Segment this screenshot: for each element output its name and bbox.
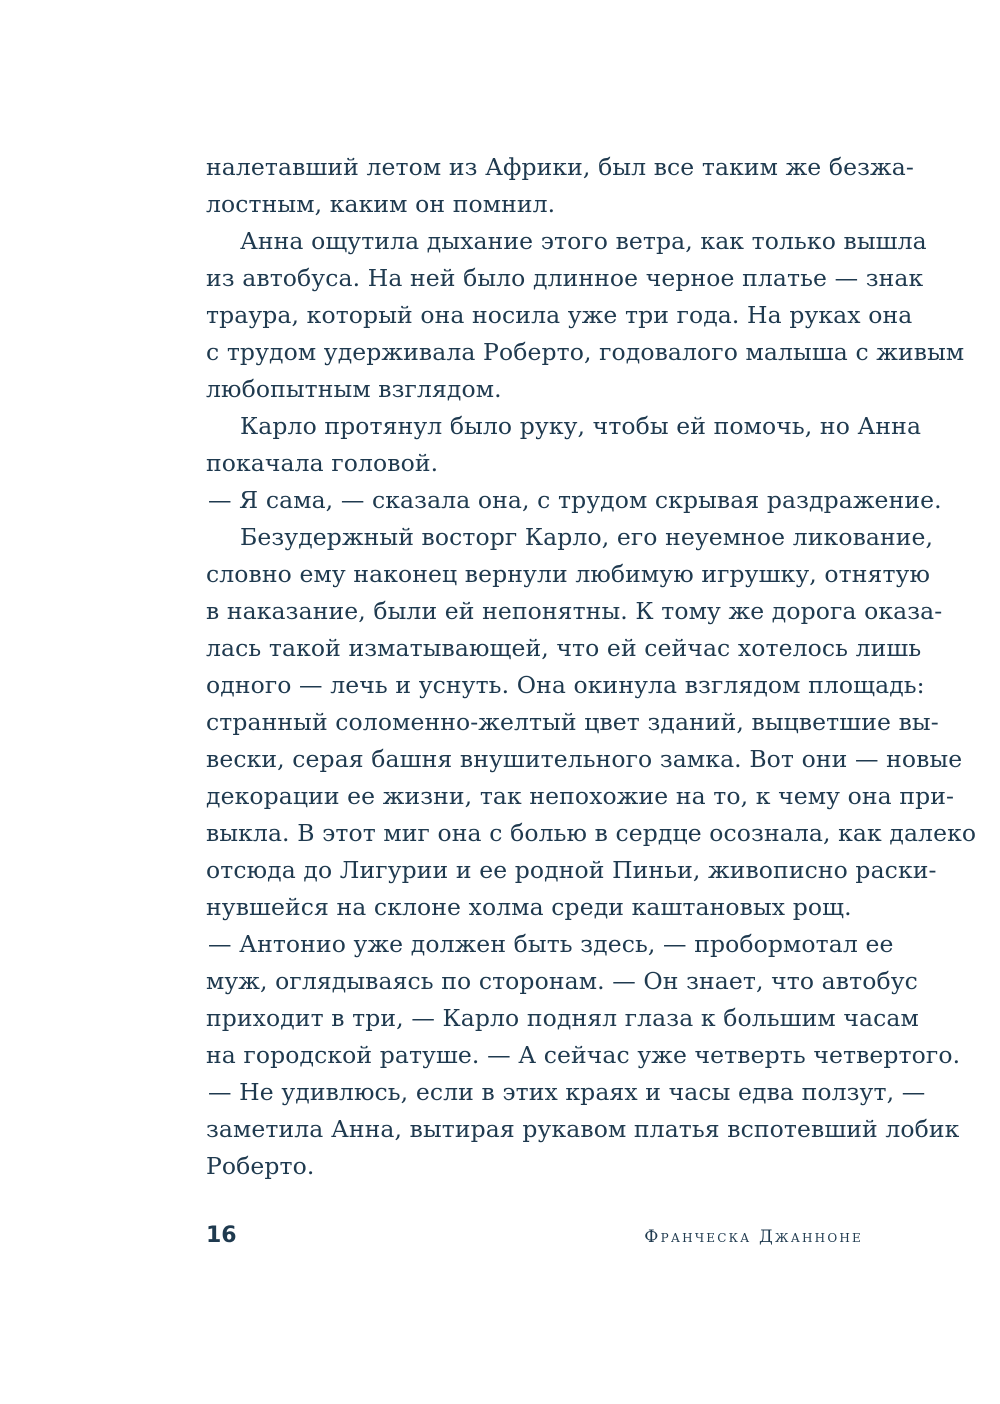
text-line: покачала головой. xyxy=(206,449,439,477)
text-line: из автобуса. На ней было длинное черное платье — знак xyxy=(206,264,924,292)
text-line: декорации ее жизни, так непохожие на то, к чему она при- xyxy=(206,782,955,810)
text-line: Безудержный восторг Карло, его неуемное ликование, xyxy=(240,523,934,551)
text-line: траура, который она носила уже три года. На руках она xyxy=(206,301,913,329)
text-line: странный соломенно-желтый цвет зданий, выцветшие вы- xyxy=(206,708,939,736)
text-line: в наказание, были ей непонятны. К тому же дорога оказа- xyxy=(206,597,943,625)
text-line: с трудом удерживала Роберто, годовалого малыша с живым xyxy=(206,338,965,366)
text-line: вески, серая башня внушительного замка. Вот они — новые xyxy=(206,745,963,773)
text-line: отсюда до Лигурии и ее родной Пиньи, живописно раски- xyxy=(206,856,937,884)
text-line: — Я сама, — сказала она, с трудом скрывая раздражение. xyxy=(208,486,942,514)
text-line: муж, оглядываясь по сторонам. — Он знает, что автобус xyxy=(206,967,918,995)
text-line: нувшейся на склоне холма среди каштановых рощ. xyxy=(206,893,852,921)
text-line: Роберто. xyxy=(206,1152,315,1180)
text-line: на городской ратуше. — А сейчас уже четверть четвертого. xyxy=(206,1041,961,1069)
text-line: выкла. В этот миг она с болью в сердце осознала, как далеко xyxy=(206,819,977,847)
text-line: одного — лечь и уснуть. Она окинула взглядом площадь: xyxy=(206,671,925,699)
text-line: лостным, каким он помнил. xyxy=(206,190,556,218)
text-line: налетавший летом из Африки, был все таким же безжа- xyxy=(206,153,914,181)
page-number: 16 xyxy=(206,1223,237,1248)
text-line: — Не удивлюсь, если в этих краях и часы едва ползут, — xyxy=(208,1078,926,1106)
text-line: лась такой изматывающей, что ей сейчас хотелось лишь xyxy=(206,634,922,662)
text-line: — Антонио уже должен быть здесь, — пробормотал ее xyxy=(208,930,894,958)
text-line: Анна ощутила дыхание этого ветра, как только вышла xyxy=(240,227,927,255)
text-line: Карло протянул было руку, чтобы ей помочь, но Анна xyxy=(240,412,922,440)
text-line: приходит в три, — Карло поднял глаза к большим часам xyxy=(206,1004,919,1032)
text-line: словно ему наконец вернули любимую игрушку, отнятую xyxy=(206,560,931,588)
text-line: любопытным взглядом. xyxy=(206,375,502,403)
running-footer-author: Франческа Джанноне xyxy=(644,1227,863,1247)
text-line: заметила Анна, вытирая рукавом платья вспотевший лобик xyxy=(206,1115,960,1143)
